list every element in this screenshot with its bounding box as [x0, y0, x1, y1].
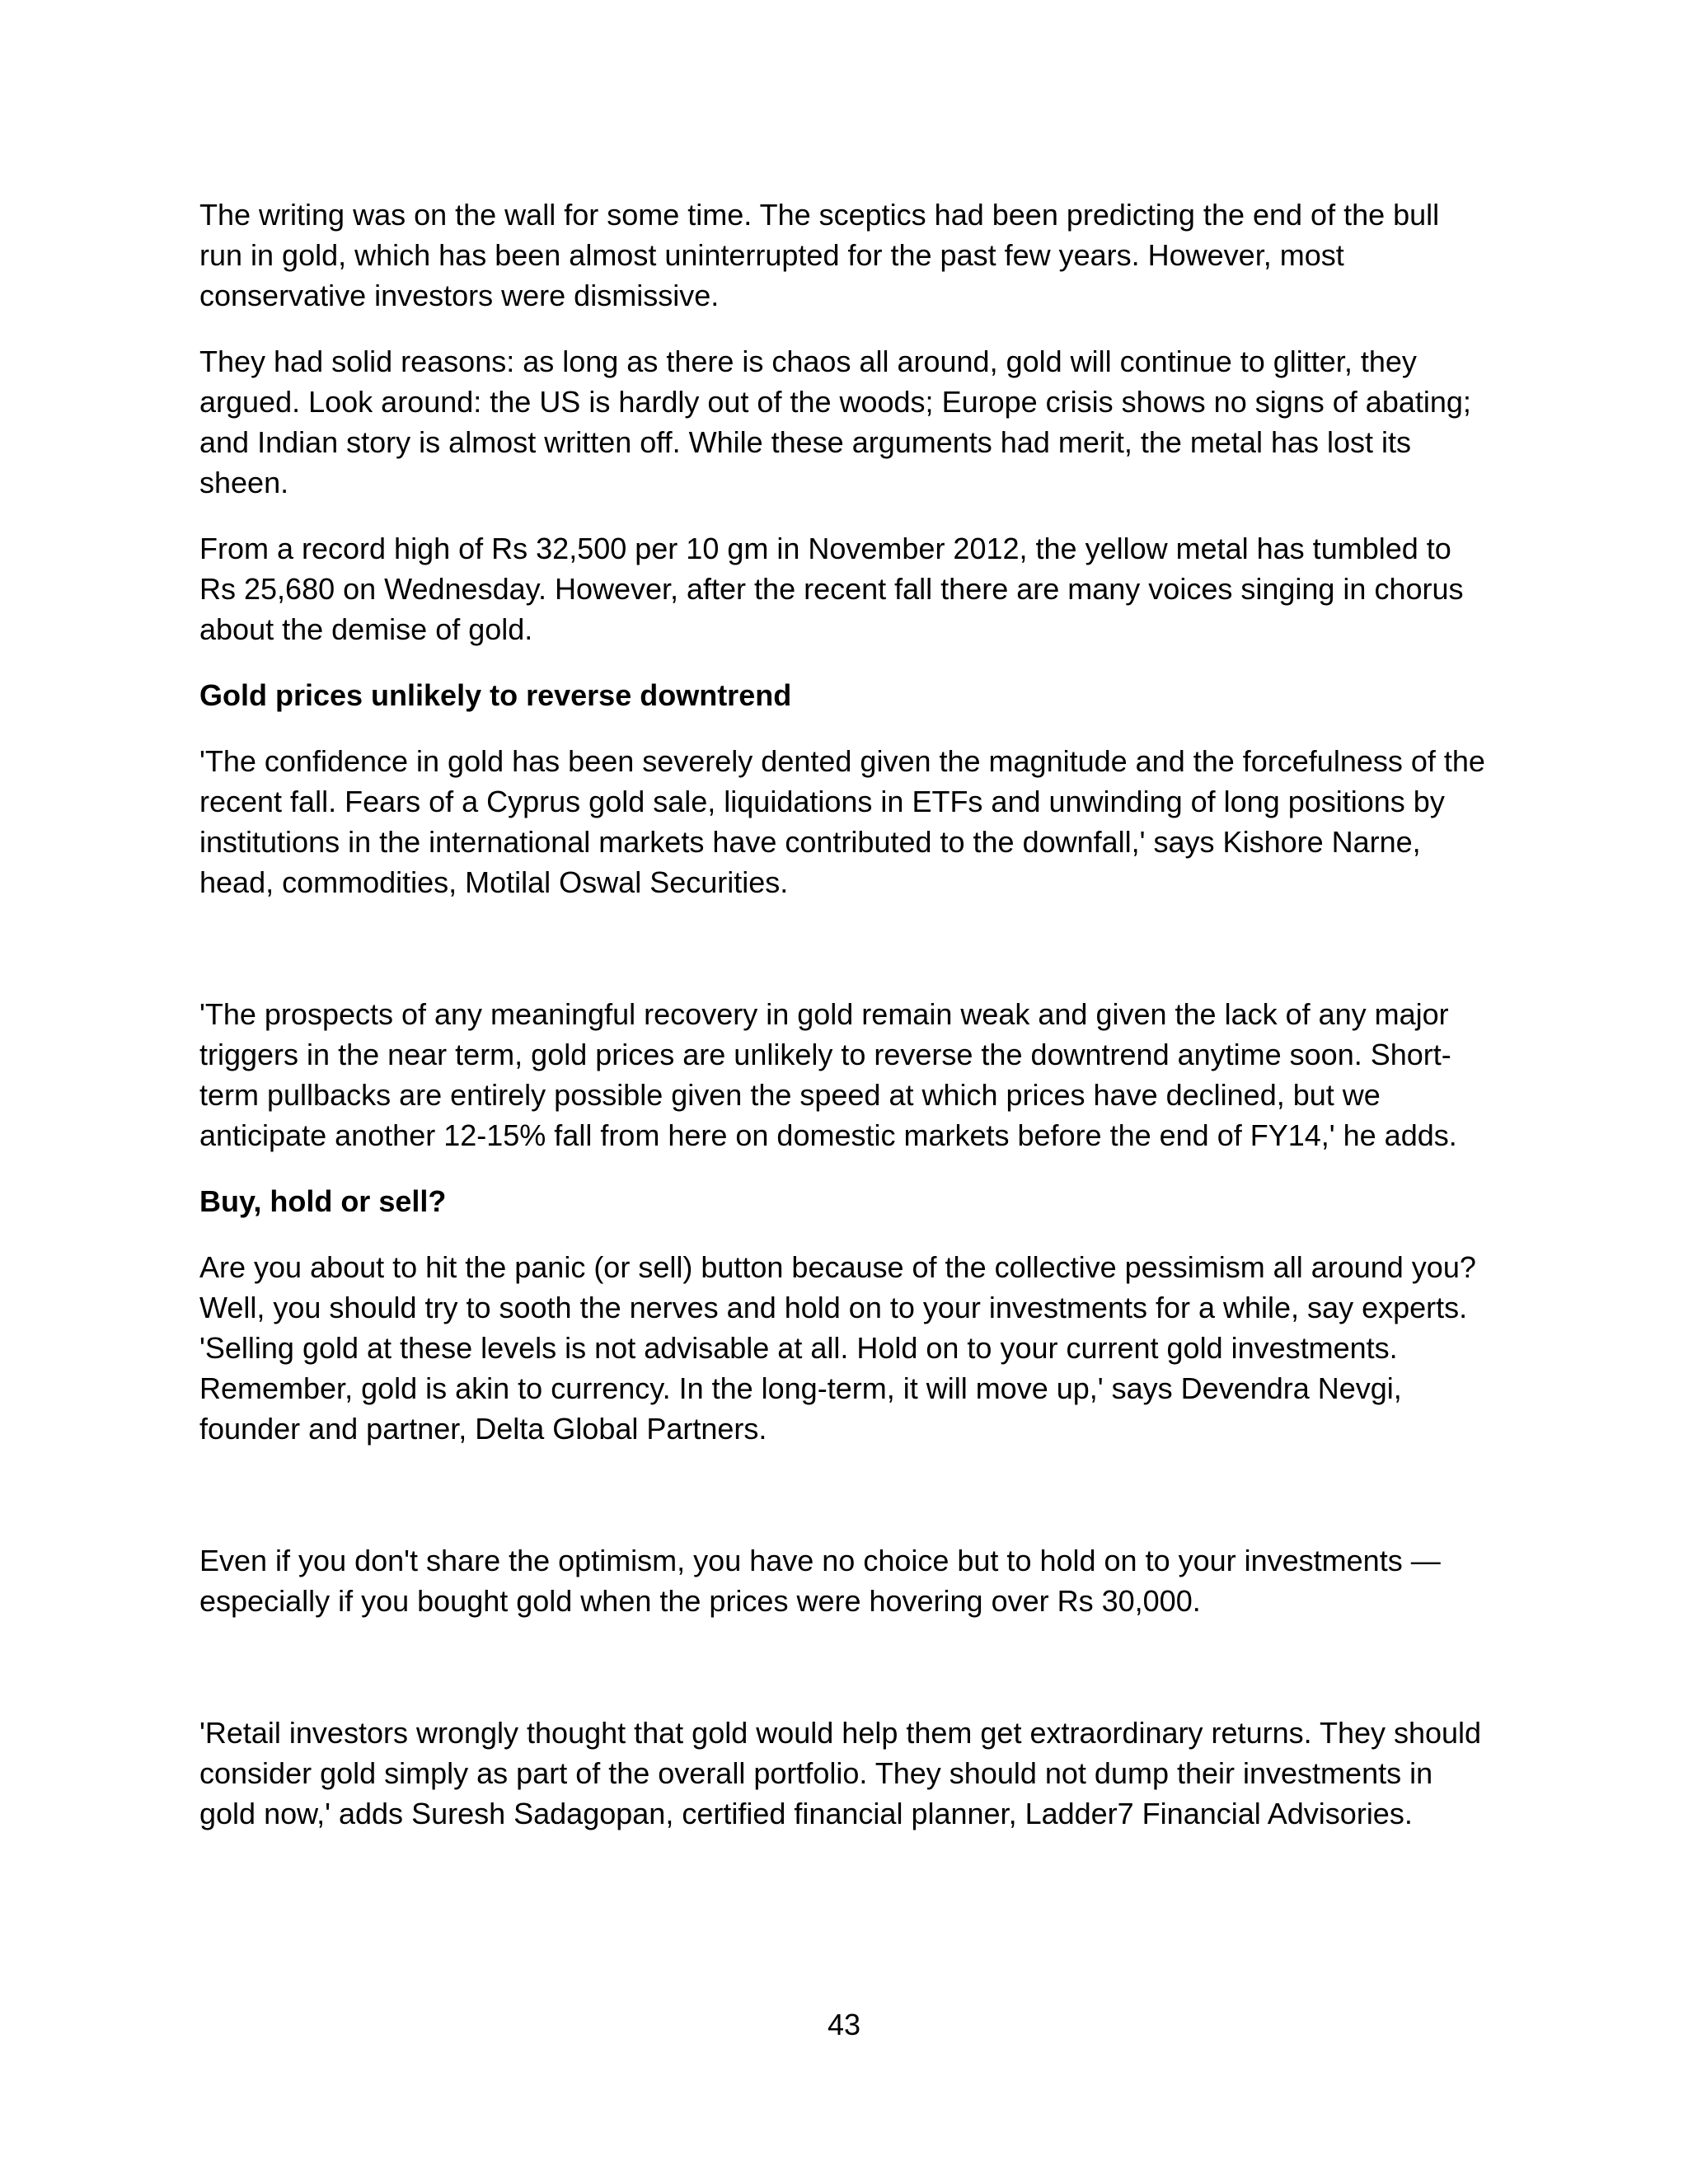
paragraph-reasons: They had solid reasons: as long as there is chaos all around, gold will continue to glitter, they argued. Look around: the US is hardly out of the woods; Europe crisis shows no signs of abating; and Indian story is almost written off. While these arguments had merit, the metal has lost its sheen. [199, 344, 1471, 499]
paragraph-intro: The writing was on the wall for some time. The sceptics had been predicting the end of the bull run in gold, which has been almost uninterrupted for the past few years. However, most conservative investors were dismissive. [199, 198, 1440, 312]
article-body [199, 194, 1489, 1859]
paragraph-sadagopan-quote: 'Retail investors wrongly thought that gold would help them get extraordinary returns. They should consider gold simply as part of the overall portfolio. They should not dump their investments in gold now,' adds Suresh Sadagopan, certified financial planner, Ladder7 Financial Advisories. [199, 1716, 1482, 1830]
section-heading-buy-hold-sell: Buy, hold or sell? [199, 1184, 447, 1218]
paragraph-narne-outlook: 'The prospects of any meaningful recovery in gold remain weak and given the lack of any major triggers in the near term, gold prices are unlikely to reverse the downtrend anytime soon. Short-term pullbacks are entirely possible given the speed at which prices have declined, but we anticipate another 12-15% fall from here on domestic markets before the end of FY14,' he adds. [199, 997, 1457, 1152]
spacer [199, 1647, 1489, 1713]
spacer [199, 1474, 1489, 1540]
page-number: 43 [827, 2008, 861, 2041]
spacer [199, 928, 1489, 994]
paragraph-nevgi-quote: Are you about to hit the panic (or sell) button because of the collective pessimism all around you? Well, you should try to sooth the nerves and hold on to your investments for a while, say experts. 'Selling gold at these levels is not advisable at all. Hold on to your current gold investments. Remember, gold is akin to currency. In the long-term, it will move up,' says Devendra Nevgi, founder and partner, Delta Global Partners. [199, 1250, 1476, 1446]
paragraph-price-fall: From a record high of Rs 32,500 per 10 gm in November 2012, the yellow metal has tumbled to Rs 25,680 on Wednesday. However, after the recent fall there are many voices singing in chorus about the demise of gold. [199, 532, 1464, 646]
paragraph-narne-quote: 'The confidence in gold has been severely dented given the magnitude and the forcefulness of the recent fall. Fears of a Cyprus gold sale, liquidations in ETFs and unwinding of long positions by institutions in the international markets have contributed to the downfall,' says Kishore Narne, head, commodities, Motilal Oswal Securities. [199, 744, 1485, 899]
paragraph-hold-advice: Even if you don't share the optimism, you have no choice but to hold on to your investments — especially if you bought gold when the prices were hovering over Rs 30,000. [199, 1544, 1441, 1618]
section-heading-downtrend: Gold prices unlikely to reverse downtrend [199, 678, 792, 712]
